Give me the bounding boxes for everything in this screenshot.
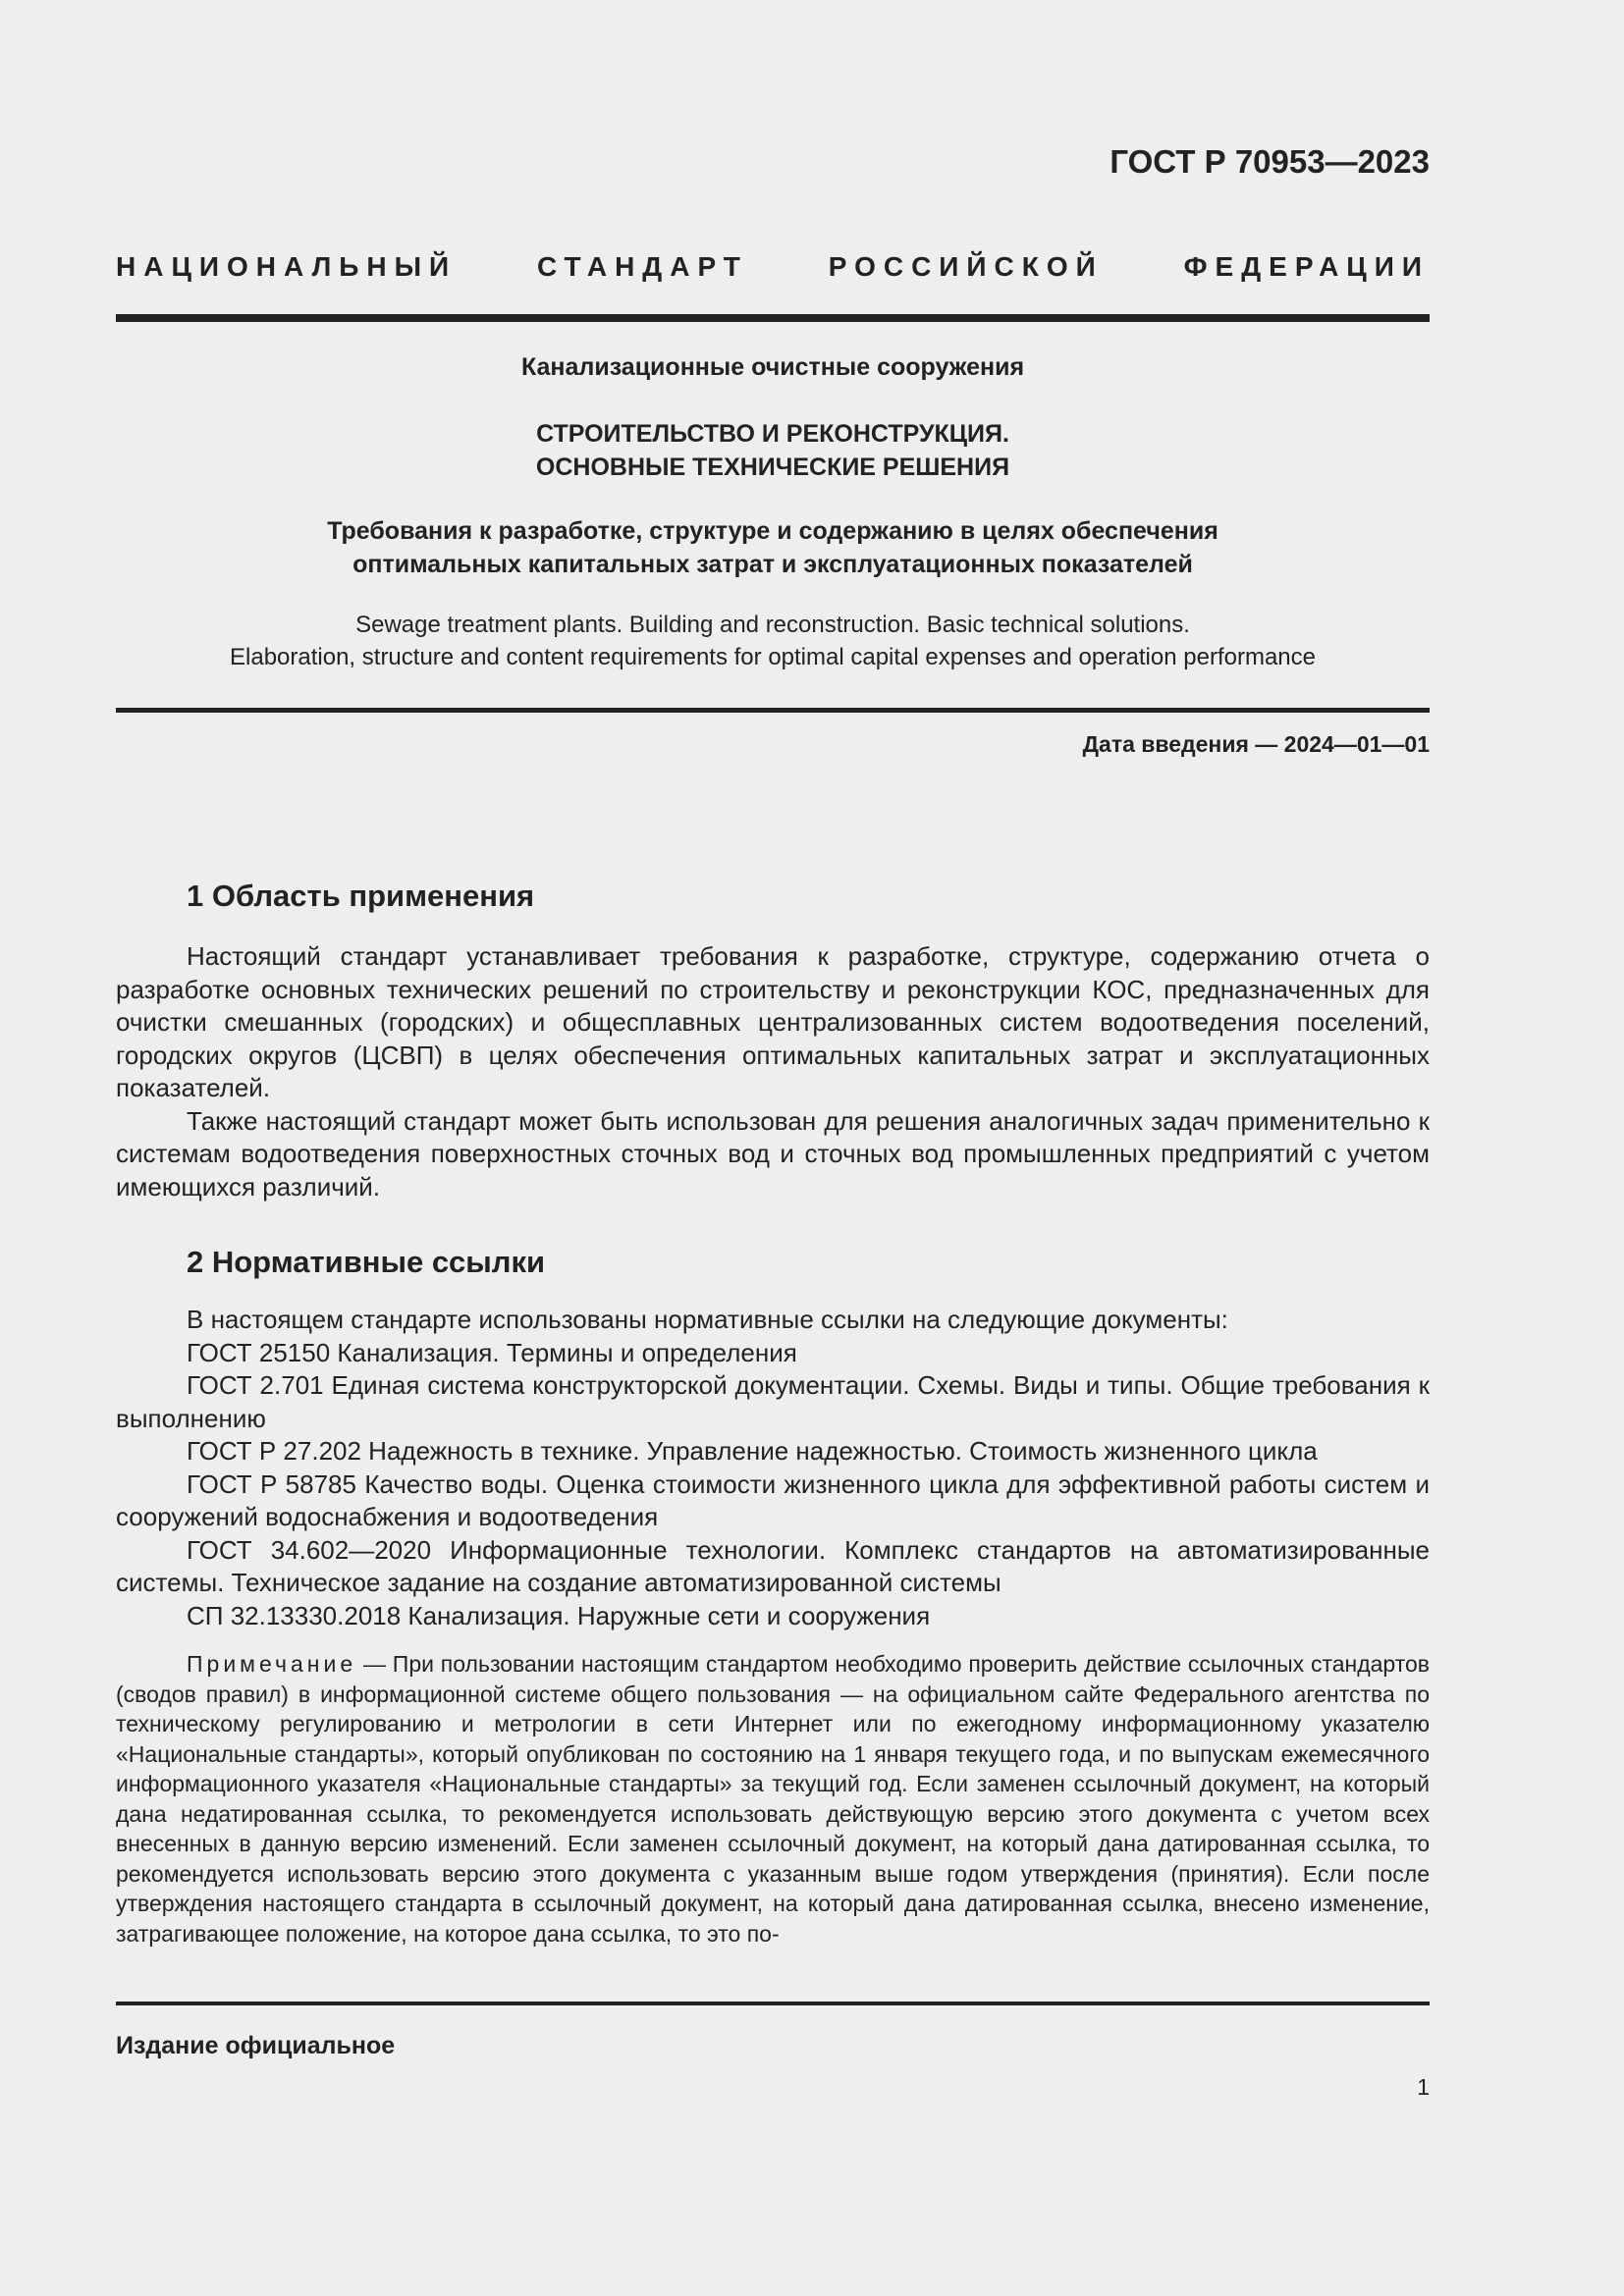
page-number: 1	[1417, 2074, 1430, 2100]
title-main: Канализационные очистные сооружения	[520, 353, 1025, 381]
reference-item: ГОСТ Р 27.202 Надежность в технике. Управление надежностью. Стоимость жизненного цикла	[187, 1436, 1318, 1466]
footer-divider	[116, 2002, 1430, 2005]
reference-item: ГОСТ Р 58785 Качество воды. Оценка стоимости жизненного цикла для эффективной работы систем и сооружений водоснабжения и водоотведения	[116, 1468, 1430, 1531]
title-english-line: Sewage treatment plants. Building and reconstruction. Basic technical solutions.	[355, 612, 1190, 638]
section-1-heading: 1 Область применения	[187, 879, 535, 913]
title-requirements-line: оптимальных капитальных затрат и эксплуатационных показателей	[352, 551, 1193, 578]
title-sub-line: ОСНОВНЫЕ ТЕХНИЧЕСКИЕ РЕШЕНИЯ	[535, 454, 1010, 481]
title-sub	[116, 417, 1430, 484]
section-2-heading: 2 Нормативные ссылки	[187, 1245, 546, 1279]
title-requirements-line: Требования к разработке, структуре и содержанию в целях обеспечения	[327, 517, 1218, 545]
section-2-body	[116, 1304, 1430, 1632]
reference-item: ГОСТ 25150 Канализация. Термины и определения	[187, 1337, 797, 1367]
note-label: Примечание	[187, 1651, 357, 1677]
title-requirements	[116, 514, 1430, 581]
reference-item: ГОСТ 34.602—2020 Информационные технологии. Комплекс стандартов на автоматизированные системы. Техническое задание на создание автоматизированной системы	[116, 1534, 1430, 1597]
title-english	[116, 609, 1430, 673]
section-1-body	[116, 940, 1430, 1203]
title-sub-line: СТРОИТЕЛЬСТВО И РЕКОНСТРУКЦИЯ.	[536, 420, 1009, 448]
note	[116, 1649, 1430, 1949]
paragraph: Настоящий стандарт устанавливает требования к разработке, структуре, содержанию отчета о разработке основных технических решений по строительству и реконструкции КОС, предназначенных для очистки смешанных (городских) и общесплавных централизованных систем водоотведения поселений, городских округов (ЦСВП) в целях обеспечения оптимальных капитальных затрат и эксплуатационных показателей.	[116, 941, 1430, 1102]
paragraph: Также настоящий стандарт может быть использован для решения аналогичных задач применительно к системам водоотведения поверхностных сточных вод и сточных вод промышленных предприятий с учетом имеющихся различий.	[116, 1105, 1430, 1201]
introduction-date: Дата введения — 2024—01—01	[1082, 731, 1430, 757]
note-text: — При пользовании настоящим стандартом необходимо проверить действие ссылочных стандартов (сводов правил) в информационной системе общего пользования — на официальном сайте Федерального агентства по техническому регулированию и метрологии в сети Интернет или по ежегодному информационному указателю «Национальные стандарты», который опубликован по состоянию на 1 января текущего года, и по выпускам ежемесячного информационного указателя «Национальные стандарты» за текущий год. Если заменен ссылочный документ, на который дана недатированная ссылка, то рекомендуется использовать действующую версию этого документа с учетом всех внесенных в данную версию изменений. Если заменен ссылочный документ, на который дана датированная ссылка, то рекомендуется использовать версию этого документа с указанным выше годом утверждения (принятия). Если после утверждения настоящего стандарта в ссылочный документ, на который дана датированная ссылка, внесено изменение, затрагивающее положение, на которое дана ссылка, то это по-	[116, 1651, 1430, 1947]
national-standard-banner: НАЦИОНАЛЬНЫЙ СТАНДАРТ РОССИЙСКОЙ ФЕДЕРАЦИИ	[116, 251, 1430, 282]
title-english-line: Elaboration, structure and content requirements for optimal capital expenses and operation performance	[230, 644, 1316, 670]
title-divider	[116, 708, 1430, 713]
paragraph: В настоящем стандарте использованы нормативные ссылки на следующие документы:	[187, 1305, 1228, 1334]
edition-label: Издание официальное	[116, 2032, 396, 2059]
reference-item: СП 32.13330.2018 Канализация. Наружные сети и сооружения	[187, 1600, 931, 1630]
top-divider	[116, 314, 1430, 322]
standard-number: ГОСТ Р 70953—2023	[1110, 143, 1430, 180]
reference-item: ГОСТ 2.701 Единая система конструкторской документации. Схемы. Виды и типы. Общие требования к выполнению	[116, 1370, 1430, 1433]
